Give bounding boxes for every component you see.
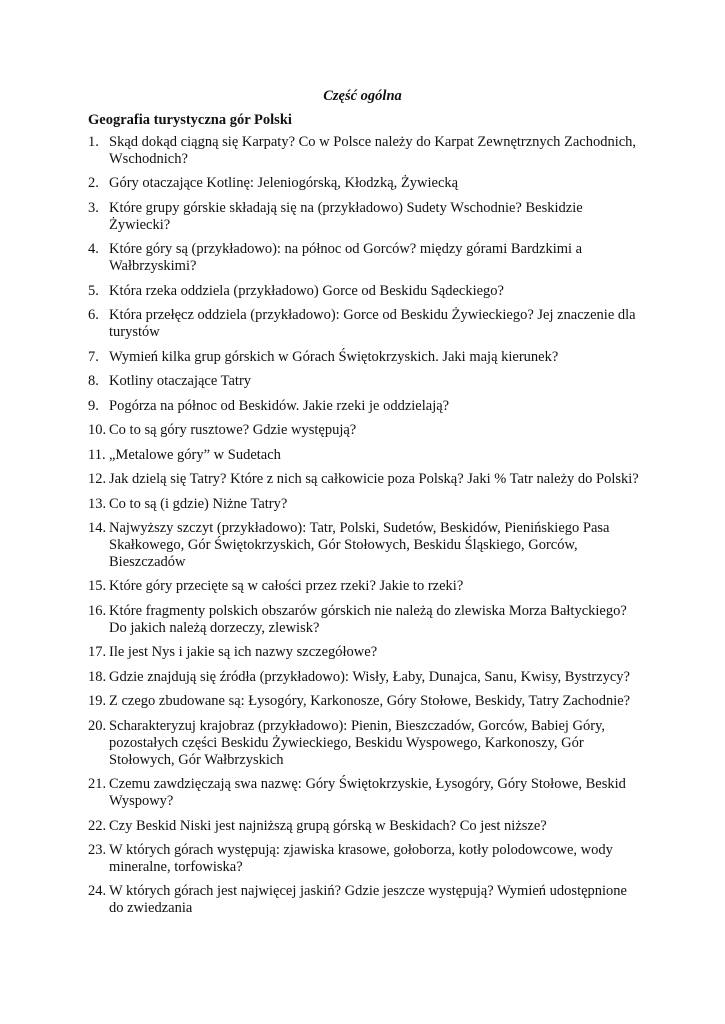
question-text: Które góry są (przykładowo): na północ od Gorców? między górami Bardzkimi a Wałbrzyskimi?	[109, 241, 583, 275]
question-number: 10.	[88, 422, 107, 439]
question-text: Scharakteryzuj krajobraz (przykładowo): Pienin, Bieszczadów, Gorców, Babiej Góry, pozostałych części Beskidu Żywieckiego, Beskidu Wyspowego, Karkonoszy, Gór Stołowych, Gór Wałbrzyskich	[109, 717, 606, 768]
question-number: 11.	[88, 446, 106, 463]
question-item	[88, 241, 643, 275]
question-number: 8.	[88, 373, 99, 390]
question-number: 19.	[88, 693, 107, 710]
question-text: Co to są (i gdzie) Niżne Tatry?	[109, 495, 288, 512]
section-subtitle: Geografia turystyczna gór Polski	[88, 112, 292, 128]
question-text: Ile jest Nys i jakie są ich nazwy szczegółowe?	[109, 644, 378, 661]
question-list	[88, 134, 643, 925]
question-text: Które fragmenty polskich obszarów górskich nie należą do zlewiska Morza Bałtyckiego? Do jakich należą dorzeczy, zlewisk?	[109, 602, 627, 636]
question-text: Skąd dokąd ciągną się Karpaty? Co w Polsce należy do Karpat Zewnętrznych Zachodnich, Wschodnich?	[109, 134, 637, 167]
question-number: 16.	[88, 602, 107, 619]
question-item	[88, 447, 643, 464]
question-number: 23.	[88, 842, 107, 859]
question-item	[88, 644, 643, 661]
question-text: Najwyższy szczyt (przykładowo): Tatr, Polski, Sudetów, Beskidów, Pienińskiego Pasa Skałkowego, Gór Świętokrzyskich, Gór Stołowych, Beskidu Śląskiego, Gorców, Bieszczadów	[109, 520, 610, 570]
question-item	[88, 818, 643, 835]
question-item	[88, 200, 643, 234]
question-item	[88, 134, 643, 168]
question-text: Gdzie znajdują się źródła (przykładowo): Wisły, Łaby, Dunajca, Sanu, Kwisy, Bystrzycy?	[109, 668, 630, 685]
question-number: 15.	[88, 578, 107, 595]
question-item	[88, 398, 643, 415]
question-number: 2.	[88, 175, 99, 192]
question-item	[88, 373, 643, 390]
question-number: 18.	[88, 668, 107, 685]
section-heading: Część ogólna	[323, 88, 402, 104]
question-text: Co to są góry rusztowe? Gdzie występują?	[109, 422, 357, 439]
question-number: 24.	[88, 883, 107, 900]
question-item	[88, 496, 643, 513]
question-item	[88, 776, 643, 810]
question-number: 7.	[88, 348, 99, 365]
question-text: Które góry przecięte są w całości przez rzeki? Jakie to rzeki?	[109, 578, 464, 595]
question-text: Która przełęcz oddziela (przykładowo): Gorce od Beskidu Żywieckiego? Jej znaczenie dla turystów	[109, 307, 636, 341]
question-item	[88, 603, 643, 637]
question-item	[88, 283, 643, 300]
question-text: W których górach występują: zjawiska krasowe, gołoborza, kotły polodowcowe, wody mineralne, torfowiska?	[109, 842, 613, 875]
question-number: 1.	[88, 134, 99, 150]
question-item	[88, 578, 643, 595]
question-text: „Metalowe góry” w Sudetach	[109, 446, 281, 463]
question-number: 20.	[88, 717, 107, 734]
question-number: 5.	[88, 282, 99, 299]
question-text: Pogórza na północ od Beskidów. Jakie rzeki je oddzielają?	[109, 397, 450, 414]
question-item	[88, 422, 643, 439]
question-number: 21.	[88, 776, 107, 793]
question-text: Z czego zbudowane są: Łysogóry, Karkonosze, Góry Stołowe, Beskidy, Tatry Zachodnie?	[109, 693, 631, 710]
question-text: Kotliny otaczające Tatry	[109, 373, 252, 390]
question-number: 17.	[88, 644, 107, 661]
question-number: 14.	[88, 520, 107, 537]
question-text: Góry otaczające Kotlinę: Jeleniogórską, Kłodzką, Żywiecką	[109, 175, 459, 192]
question-item	[88, 718, 643, 769]
question-item	[88, 175, 643, 192]
question-text: Które grupy górskie składają się na (przykładowo) Sudety Wschodnie? Beskidzie Żywiecki?	[109, 199, 583, 233]
question-number: 6.	[88, 307, 99, 324]
question-number: 13.	[88, 495, 107, 512]
question-item	[88, 693, 643, 710]
question-text: Wymień kilka grup górskich w Górach Świętokrzyskich. Jaki mają kierunek?	[109, 348, 559, 365]
question-number: 3.	[88, 199, 99, 216]
question-text: W których górach jest najwięcej jaskiń? Gdzie jeszcze występują? Wymień udostępnione do zwiedzania	[109, 883, 627, 917]
question-number: 9.	[88, 397, 99, 414]
question-item	[88, 842, 643, 876]
question-text: Jak dzielą się Tatry? Które z nich są całkowicie poza Polską? Jaki % Tatr należy do Polski?	[109, 471, 639, 488]
question-item	[88, 307, 643, 341]
question-item	[88, 669, 643, 686]
question-number: 4.	[88, 241, 99, 258]
question-text: Czemu zawdzięczają swa nazwę: Góry Świętokrzyskie, Łysogóry, Góry Stołowe, Beskid Wyspowy?	[109, 776, 626, 810]
question-text: Czy Beskid Niski jest najniższą grupą górską w Beskidach? Co jest niższe?	[109, 817, 547, 834]
question-number: 22.	[88, 817, 107, 834]
question-text: Która rzeka oddziela (przykładowo) Gorce od Beskidu Sądeckiego?	[109, 282, 504, 299]
question-item	[88, 520, 643, 571]
question-item	[88, 471, 643, 488]
question-number: 12.	[88, 471, 107, 488]
question-item	[88, 883, 643, 917]
question-item	[88, 349, 643, 366]
